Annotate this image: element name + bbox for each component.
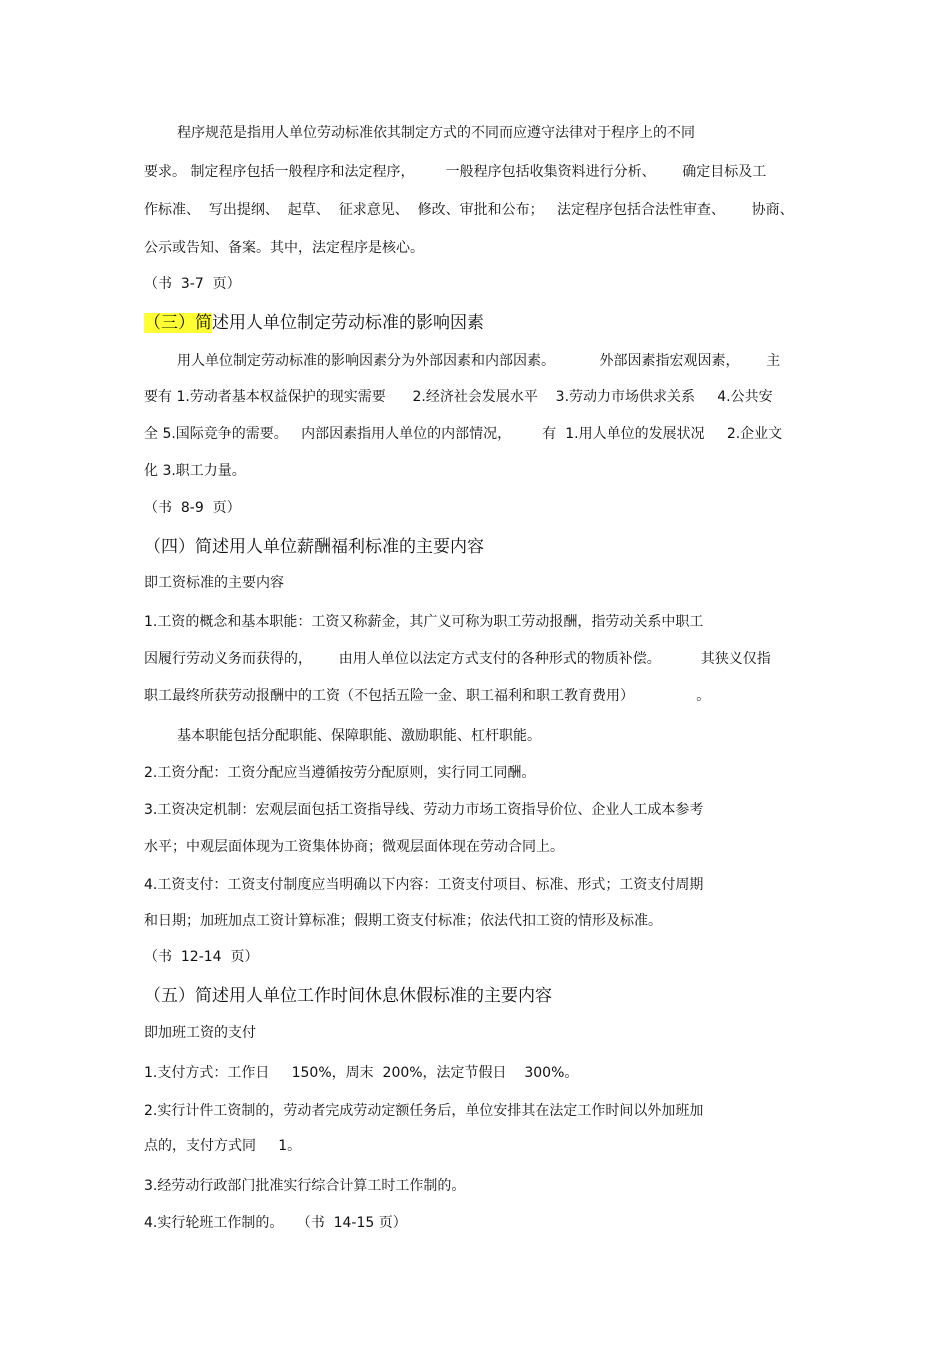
section-4-line-4: 基本职能包括分配职能、保障职能、激励职能、杠杆职能。	[177, 728, 541, 744]
intro-line-2: 要求。 制定程序包括一般程序和法定程序， 一般程序包括收集资料进行分析、 确定目标及工	[144, 164, 767, 180]
section-4-line-1: 1.工资的概念和基本职能：工资又称薪金，其广义可称为职工劳动报酬，指劳动关系中职工	[144, 614, 704, 630]
intro-page-ref: （书 3-7 页）	[144, 276, 241, 292]
intro-line-4: 公示或告知、备案。其中，法定程序是核心。	[144, 240, 424, 256]
section-4-line-7: 水平；中观层面体现为工资集体协商；微观层面体现在劳动合同上。	[144, 839, 564, 855]
section-5-subtitle: 即加班工资的支付	[144, 1025, 256, 1041]
section-4-line-9: 和日期；加班加点工资计算标准；假期工资支付标准；依法代扣工资的情形及标准。	[144, 913, 662, 929]
section-5-line-5: 4.实行轮班工作制的。 （书 14-15 页）	[144, 1215, 407, 1231]
intro-line-1: 程序规范是指用人单位劳动标准依其制定方式的不同而应遵守法律对于程序上的不同	[177, 125, 695, 141]
section-3-heading	[144, 311, 484, 335]
section-4-line-2: 因履行劳动义务而获得的， 由用人单位以法定方式支付的各种形式的物质补偿。 其狭义仅指	[144, 651, 771, 667]
section-3-heading-highlight: （三）简	[144, 313, 212, 333]
section-3-line-4: 化 3.职工力量。	[144, 463, 246, 479]
section-5-heading: （五）简述用人单位工作时间休息休假标准的主要内容	[144, 986, 552, 1006]
section-3-page-ref: （书 8-9 页）	[144, 500, 241, 516]
section-4-page-ref: （书 12-14 页）	[144, 949, 259, 965]
section-5-line-2: 2.实行计件工资制的，劳动者完成劳动定额任务后，单位安排其在法定工作时间以外加班加	[144, 1103, 704, 1119]
section-3-line-3: 全 5.国际竞争的需要。 内部因素指用人单位的内部情况， 有 1.用人单位的发展状况 2.企业文	[144, 426, 783, 442]
section-4-line-8: 4.工资支付：工资支付制度应当明确以下内容：工资支付项目、标准、形式；工资支付周期	[144, 877, 704, 893]
section-4-subtitle: 即工资标准的主要内容	[144, 575, 284, 591]
section-3-line-1: 用人单位制定劳动标准的影响因素分为外部因素和内部因素。 外部因素指宏观因素， 主	[177, 353, 781, 369]
section-3-line-2: 要有 1.劳动者基本权益保护的现实需要 2.经济社会发展水平 3.劳动力市场供求关系 4.公共安	[144, 389, 773, 405]
section-5-line-1: 1.支付方式：工作日 150%，周末 200%，法定节假日 300%。	[144, 1065, 579, 1081]
section-5-line-4: 3.经劳动行政部门批准实行综合计算工时工作制的。	[144, 1178, 466, 1194]
section-3-heading-text: 述用人单位制定劳动标准的影响因素	[212, 313, 484, 333]
section-4-line-3: 职工最终所获劳动报酬中的工资（不包括五险一金、职工福利和职工教育费用） 。	[144, 688, 711, 704]
section-4-line-5: 2.工资分配：工资分配应当遵循按劳分配原则，实行同工同酬。	[144, 765, 536, 781]
section-4-heading: （四）简述用人单位薪酬福利标准的主要内容	[144, 537, 484, 557]
section-4-line-6: 3.工资决定机制：宏观层面包括工资指导线、劳动力市场工资指导价位、企业人工成本参考	[144, 802, 704, 818]
section-5-line-3: 点的，支付方式同 1。	[144, 1138, 302, 1154]
intro-line-3: 作标准、 写出提纲、 起草、 征求意见、 修改、审批和公布； 法定程序包括合法性审查、 协商、	[144, 202, 794, 218]
